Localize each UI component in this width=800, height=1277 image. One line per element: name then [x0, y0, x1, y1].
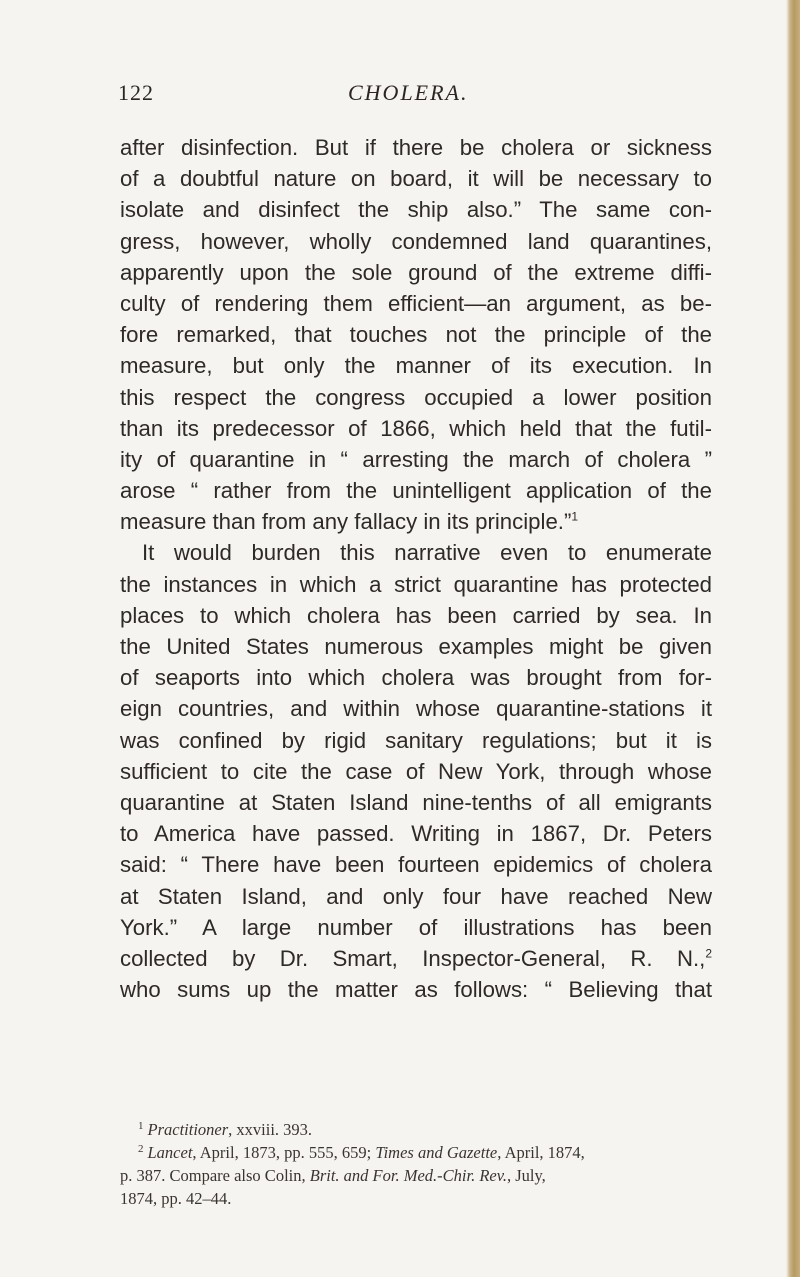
text-line: apparently upon the sole ground of the extreme diffi- [120, 259, 712, 285]
text-line: quarantine at Staten Island nine-tenths of all emigrants [120, 789, 712, 815]
footnote-2 [120, 1141, 712, 1164]
text-line: the instances in which a strict quarantine has protected [120, 571, 712, 597]
text-line: It would burden this narrative even to enumerate [142, 540, 712, 566]
text-line: York.” A large number of illustrations has been [120, 914, 712, 940]
citation-detail: p. 387. Compare also Colin, [120, 1166, 310, 1185]
citation-detail: , xxviii. 393. [228, 1120, 313, 1139]
citation-detail: , April, 1873, pp. 555, 659; [192, 1143, 376, 1162]
footnote-ref-1: 1 [571, 509, 579, 524]
footnote-ref-2: 2 [705, 946, 712, 961]
text-line-content: collected by Dr. Smart, Inspector-General, R. N., [120, 945, 706, 971]
text-line-content: measure than from any fallacy in its principle.” [120, 509, 572, 535]
text-line: ity of quarantine in “ arresting the march of cholera ” [120, 446, 712, 472]
text-line: culty of rendering them efficient—an argument, as be- [120, 290, 712, 316]
page-edge [786, 0, 800, 1277]
text-line: gress, however, wholly condemned land quarantines, [120, 228, 712, 254]
text-line: isolate and disinfect the ship also.” The same con- [120, 197, 712, 223]
citation-title: Practitioner [147, 1120, 229, 1139]
citation-title: Brit. and For. Med.-Chir. Rev. [309, 1166, 507, 1185]
text-line: sufficient to cite the case of New York, through whose [120, 758, 712, 784]
text-line: arose “ rather from the unintelligent application of the [120, 478, 712, 504]
text-line: the United States numerous examples might be given [120, 634, 712, 659]
text-line: who sums up the matter as follows: “ Believing that [120, 977, 712, 1003]
footnote-mark: 1 [138, 1119, 144, 1132]
text-line: at Staten Island, and only four have reached New [120, 883, 712, 909]
text-line: of seaports into which cholera was brought from for- [120, 665, 712, 691]
text-line: eign countries, and within whose quarantine-stations it [120, 696, 712, 722]
running-title: CHOLERA. [348, 80, 469, 105]
text-line: than its predecessor of 1866, which held that the futil- [120, 415, 712, 441]
text-line [120, 506, 712, 537]
text-line: said: “ There have been fourteen epidemics of cholera [120, 852, 712, 878]
text-line: was confined by rigid sanitary regulations; but it is [120, 727, 712, 753]
body-text [120, 132, 712, 1005]
running-head [118, 80, 718, 110]
text-line: fore remarked, that touches not the principle of the [120, 322, 712, 348]
text-line: to America have passed. Writing in 1867, Dr. Peters [120, 821, 712, 847]
citation-detail: , April, 1874, [497, 1143, 585, 1162]
text-line: of a doubtful nature on board, it will be necessary to [120, 166, 712, 192]
text-line: this respect the congress occupied a lower position [120, 384, 712, 410]
citation-title: Times and Gazette [375, 1143, 498, 1162]
footnotes [120, 1118, 712, 1210]
footnote-mark: 2 [138, 1142, 144, 1155]
text-line [120, 943, 712, 974]
text-line: places to which cholera has been carried by sea. In [120, 602, 712, 628]
text-line: after disinfection. But if there be cholera or sickness [120, 135, 712, 160]
citation-title: Lancet [147, 1143, 193, 1162]
citation-detail: , July, [506, 1166, 546, 1185]
footnote-2-continued [120, 1164, 712, 1187]
text-line: measure, but only the manner of its execution. In [120, 353, 712, 379]
footnote-1 [120, 1118, 712, 1141]
page-number: 122 [118, 80, 154, 105]
footnote-2-continued: 1874, pp. 42–44. [120, 1189, 232, 1208]
